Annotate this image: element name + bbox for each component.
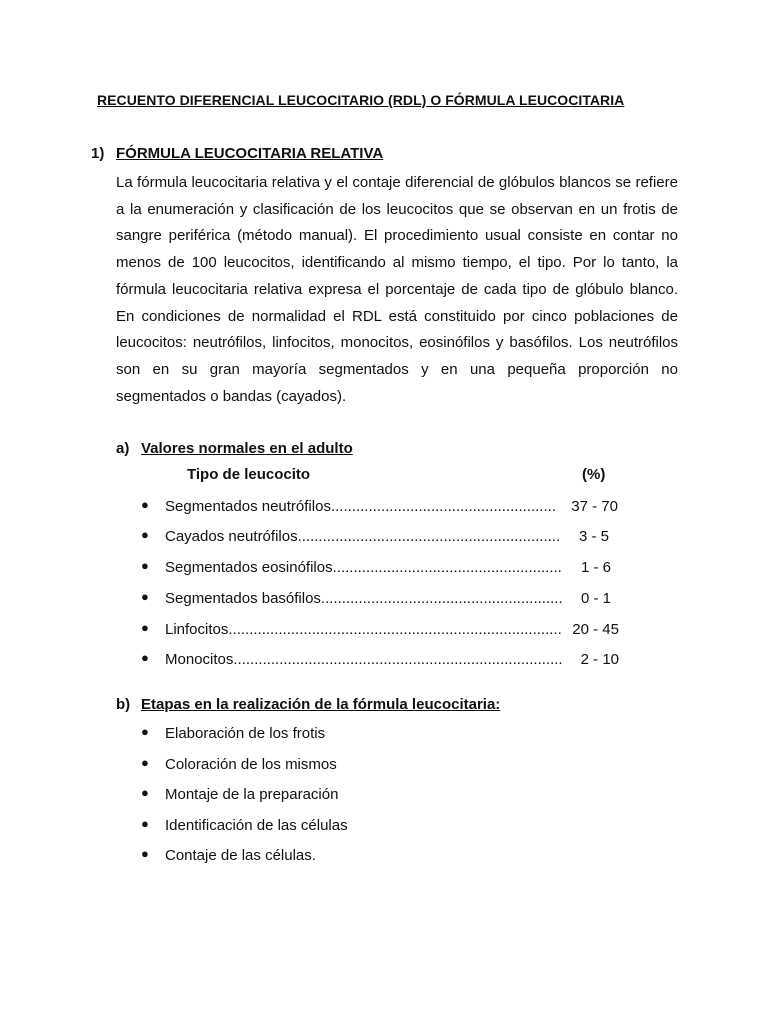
step-text: Elaboración de los frotis [165, 725, 326, 742]
leukocyte-range: 2 - 10 [580, 651, 619, 668]
subsection-a-title: Valores normales en el adulto [141, 440, 353, 457]
bullet-icon: ● [141, 755, 149, 770]
section-title: FÓRMULA LEUCOCITARIA RELATIVA [116, 145, 384, 162]
bullet-icon: ● [141, 650, 149, 665]
leukocyte-range: 0 - 1 [580, 590, 611, 607]
step-text: Contaje de las células. [165, 847, 316, 864]
leukocyte-range: 37 - 70 [571, 498, 618, 515]
step-text: Coloración de los mismos [165, 756, 337, 773]
column-header-type: Tipo de leucocito [187, 466, 311, 483]
leukocyte-type: Segmentados basófilos.......................................................... [165, 590, 563, 607]
leukocyte-range: 20 - 45 [572, 621, 619, 638]
bullet-icon: ● [141, 816, 149, 831]
leukocyte-type: Cayados neutrófilos............................................................... [165, 528, 561, 545]
subsection-a-letter: a) [116, 440, 130, 457]
leukocyte-type: Monocitos............................................................................... [165, 651, 563, 668]
bullet-icon: ● [141, 620, 149, 635]
section-paragraph: La fórmula leucocitaria relativa y el contaje diferencial de glóbulos blancos se refiere a la enumeración y clasificación de los leucocitos que se observan en un frotis de sangre periférica (método manual). El procedimiento usual consiste en contar no menos de 100 leucocitos, identificando al mismo tiempo, el tipo. Por lo tanto, la fórmula leucocitaria relativa expresa el porcentaje de cada tipo de glóbulo blanco. En condiciones de normalidad el RDL está constituido por cinco poblaciones de leucocitos: neutrófilos, linfocitos, monocitos, eosinófilos y basófilos. Los neutrófilos son en su gran mayoría segmentados y en una pequeña proporción no segmentados o bandas (cayados). [116, 174, 678, 405]
subsection-b-title: Etapas en la realización de la fórmula leucocitaria: [141, 696, 501, 713]
bullet-icon: ● [141, 846, 149, 861]
step-text: Montaje de la preparación [165, 786, 339, 803]
bullet-icon: ● [141, 724, 149, 739]
bullet-icon: ● [141, 558, 149, 573]
leukocyte-range: 3 - 5 [578, 528, 609, 545]
subsection-b-letter: b) [116, 696, 131, 713]
bullet-icon: ● [141, 589, 149, 604]
bullet-icon: ● [141, 785, 149, 800]
section-number: 1) [91, 145, 105, 162]
leukocyte-type: Linfocitos................................................................................ [165, 621, 562, 638]
bullet-icon: ● [141, 497, 149, 512]
document-title: RECUENTO DIFERENCIAL LEUCOCITARIO (RDL) O FÓRMULA LEUCOCITARIA [97, 92, 625, 108]
leukocyte-range: 1 - 6 [580, 559, 611, 576]
column-header-percent: (%) [582, 466, 606, 483]
leukocyte-type: Segmentados neutrófilos...................................................... [165, 498, 556, 515]
bullet-icon: ● [141, 527, 149, 542]
leukocyte-type: Segmentados eosinófilos....................................................... [165, 559, 562, 576]
step-text: Identificación de las células [165, 817, 348, 834]
